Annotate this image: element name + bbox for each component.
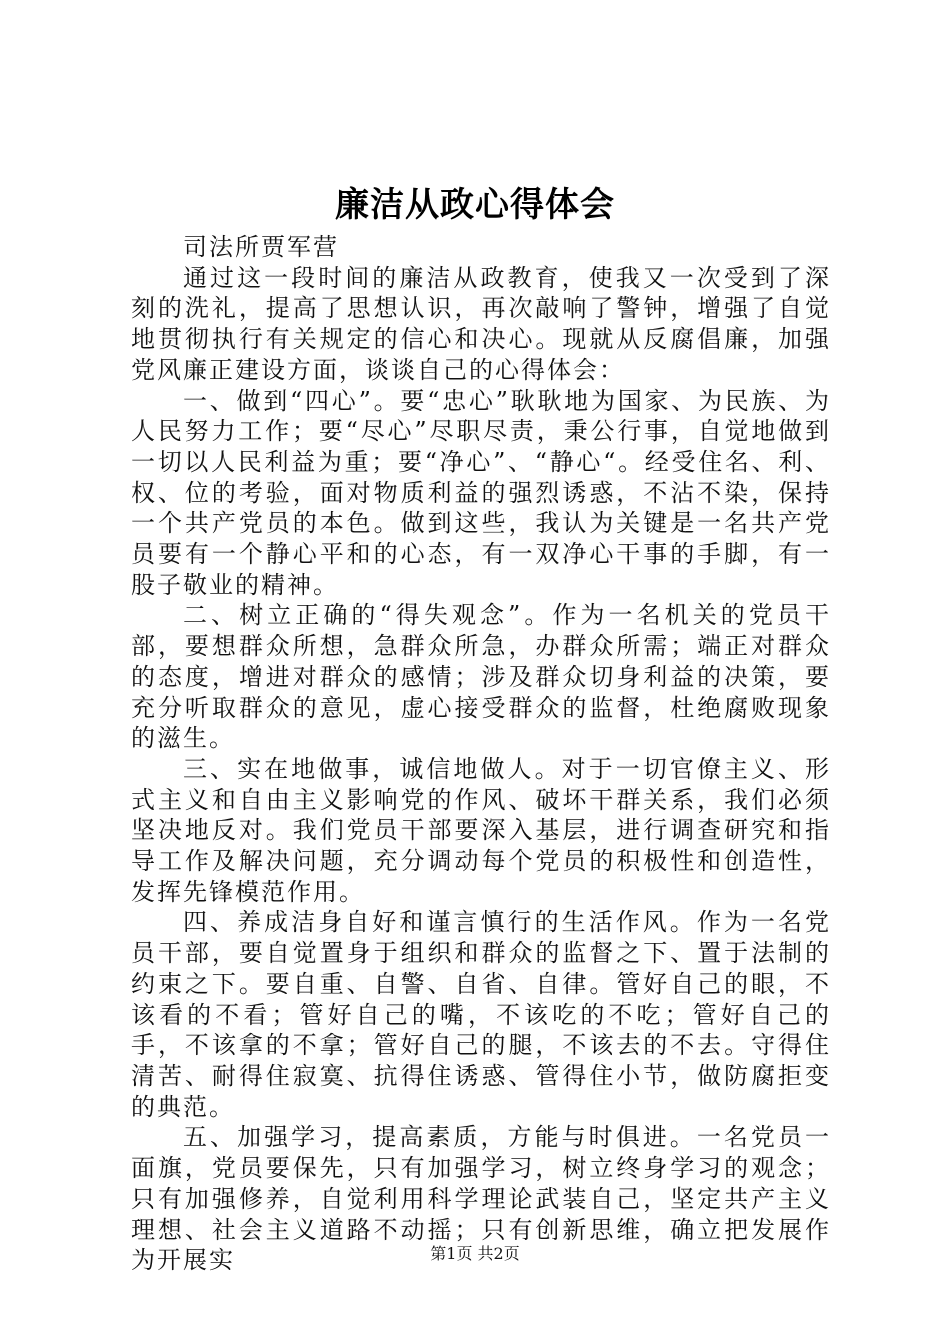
paragraph-point-5: 五、加强学习，提高素质，方能与时俱进。一名党员一面旗，党员要保先，只有加强学习，树立终身学习的观念；只有加强修养，自觉利用科学理论武装自己，坚定共产主义理想、社会主义道路不动摇；只有创新思维，确立把发展作为开展实: [131, 1123, 831, 1275]
paragraph-point-2: 二、树立正确的“得失观念”。作为一名机关的党员干部，要想群众所想，急群众所急，办群众所需；端正对群众的态度，增进对群众的感情；涉及群众切身利益的决策，要充分听取群众的意见，虚心接受群众的监督，杜绝腐败现象的滋生。: [131, 601, 831, 753]
paragraph-point-4: 四、养成洁身自好和谨言慎行的生活作风。作为一名党员干部，要自觉置身于组织和群众的监督之下、置于法制的约束之下。要自重、自警、自省、自律。管好自己的眼，不该看的不看；管好自己的嘴，不该吃的不吃；管好自己的手，不该拿的不拿；管好自己的腿，不该去的不去。守得住清苦、耐得住寂寞、抗得住诱惑、管得住小节，做防腐拒变的典范。: [131, 908, 831, 1121]
document-title: 廉洁从政心得体会: [335, 185, 615, 225]
document-body: [131, 232, 831, 1276]
paragraph-intro: 通过这一段时间的廉洁从政教育，使我又一次受到了深刻的洗礼，提高了思想认识，再次敲响了警钟，增强了自觉地贯彻执行有关规定的信心和决心。现就从反腐倡廉，加强党风廉正建设方面，谈谈自己的心得体会：: [131, 263, 831, 384]
paragraph-point-3: 三、实在地做事，诚信地做人。对于一切官僚主义、形式主义和自由主义影响党的作风、破坏干群关系，我们必须坚决地反对。我们党员干部要深入基层，进行调查研究和指导工作及解决问题，充分调动每个党员的积极性和创造性，发挥先锋模范作用。: [131, 754, 831, 906]
author-line: 司法所贾军营: [183, 233, 339, 261]
paragraph-point-1: 一、做到“四心”。要“忠心”耿耿地为国家、为民族、为人民努力工作；要“尽心”尽职尽责，秉公行事，自觉地做到一切以人民利益为重；要“净心”、“静心“。经受住名、利、权、位的考验，面对物质利益的强烈诱惑，不沾不染，保持一个共产党员的本色。做到这些，我认为关键是一名共产党员要有一个静心平和的心态，有一双净心干事的手脚，有一股子敬业的精神。: [131, 386, 831, 599]
page-footer: 第1页 共2页: [430, 1244, 520, 1263]
